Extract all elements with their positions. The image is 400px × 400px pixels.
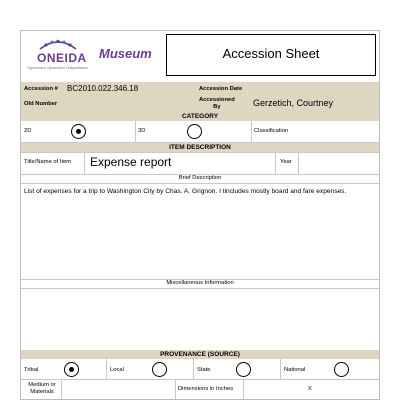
provenance-national-radio[interactable] [334, 362, 349, 377]
old-number-label: Old Number [24, 101, 58, 107]
medium-materials-field[interactable] [63, 380, 173, 398]
brief-description-field[interactable]: List of expenses for a trip to Washington City by Chas. A. Grignon. I tincludes mostly board and fare expenses. [24, 188, 347, 195]
provenance-local-radio[interactable] [152, 362, 167, 377]
dimensions-field[interactable] [245, 380, 377, 398]
item-title-label: Title/Name of Item [24, 159, 72, 165]
provenance-heading: PROVENANCE (SOURCE) [21, 350, 379, 359]
provenance-local-label: Local [110, 367, 124, 373]
year-label: Year [280, 159, 292, 165]
brief-description-label: Brief Description [178, 175, 222, 181]
museum-label: Museum [99, 46, 152, 61]
oneida-emblem-icon [38, 37, 78, 51]
provenance-state-radio[interactable] [236, 362, 251, 377]
category-heading: CATEGORY [21, 112, 379, 121]
category-2d-radio[interactable] [71, 124, 86, 139]
radio-selected-dot [76, 129, 81, 134]
classification-field[interactable] [306, 122, 378, 141]
classification-label: Classification [254, 128, 289, 134]
dimensions-separator: X [308, 386, 312, 392]
item-title-field[interactable]: Expense report [90, 155, 172, 169]
medium-materials-label: Medium or Materials [28, 382, 56, 395]
accession-sheet [20, 30, 380, 400]
accessioned-by-field[interactable]: Gerzetich, Courtney [253, 98, 334, 108]
category-3d-label: 3D [138, 128, 146, 134]
oneida-wordmark: ONEIDA [37, 51, 87, 65]
provenance-national-label: National [284, 367, 306, 373]
oneida-logo [25, 35, 95, 81]
item-description-heading: ITEM DESCRIPTION [21, 143, 379, 152]
radio-selected-dot [69, 367, 74, 372]
accession-number-label: Accession # [24, 86, 58, 92]
provenance-tribal-label: Tribal [24, 367, 39, 373]
provenance-state-label: State [197, 367, 211, 373]
accession-number-field[interactable]: BC2010.022.346.18 [67, 84, 139, 93]
page-title: Accession Sheet [222, 46, 320, 61]
category-2d-label: 2D [24, 128, 32, 134]
oneida-tagline: Ogwehoweh Ogwehohne Onayotekaono [27, 66, 89, 70]
dimensions-label: Dimensions in Inches [178, 386, 234, 392]
provenance-tribal-radio[interactable] [64, 362, 79, 377]
accession-date-label: Accession Date [199, 86, 243, 92]
misc-information-field[interactable] [24, 291, 374, 347]
category-3d-radio[interactable] [187, 124, 202, 139]
misc-information-label: Miscellaneous Information [166, 280, 234, 286]
accessioned-by-label: Accessioned By [199, 97, 235, 110]
